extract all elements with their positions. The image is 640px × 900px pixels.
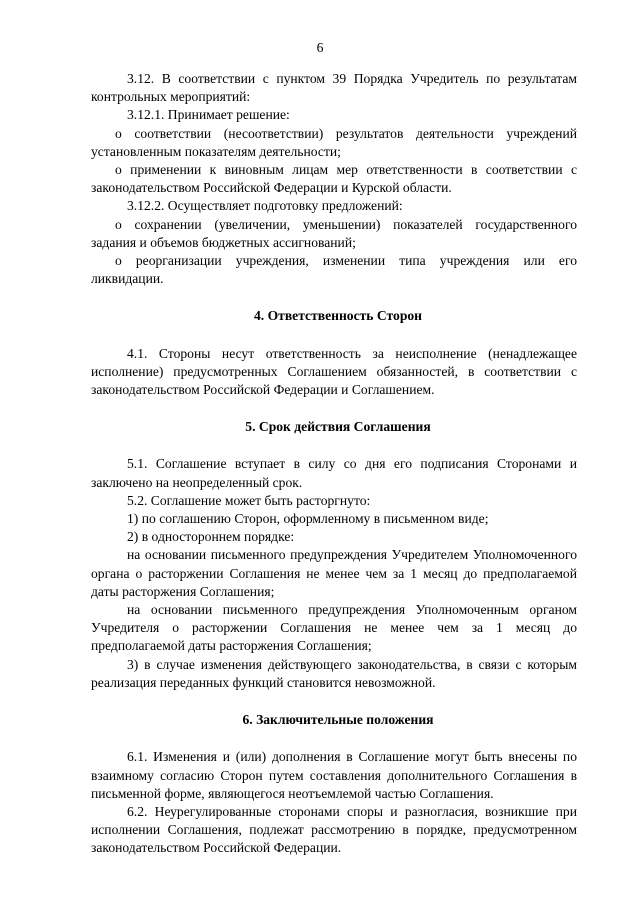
- paragraph-5-2-2-a: на основании письменного предупреждения Учредителем Уполномоченного органа о расторжении Соглашения не менее чем за 1 месяц до предполагаемой даты расторжения Соглашения;: [91, 547, 577, 599]
- paragraph-3-12-2: 3.12.2. Осуществляет подготовку предложений:: [127, 198, 403, 214]
- paragraph-5-2-1: 1) по соглашению Сторон, оформленному в письменном виде;: [127, 511, 489, 527]
- section-6-heading: 6. Заключительные положения: [242, 712, 434, 728]
- page-number: 6: [316, 40, 324, 55]
- paragraph-4-1: 4.1. Стороны несут ответственность за неисполнение (ненадлежащее исполнение) предусмотренных Соглашением обязанностей, в соответствии с законодательством Российской Федерации и Соглашением.: [91, 345, 577, 398]
- paragraph-3-12-1-b: о применении к виновным лицам мер ответственности в соответствии с законодательством Российской Федерации и Курской области.: [91, 162, 577, 196]
- paragraph-5-2-2-b: на основании письменного предупреждения Уполномоченным органом Учредителя о расторжении Соглашения не менее чем за 1 месяц до предполагаемой даты расторжения Соглашения;: [91, 602, 577, 654]
- paragraph-3-12-1: 3.12.1. Принимает решение:: [127, 107, 290, 123]
- paragraph-5-2: 5.2. Соглашение может быть расторгнуто:: [127, 492, 371, 508]
- paragraph-3-12-2-b: о реорганизации учреждения, изменении типа учреждения или его ликвидации.: [91, 253, 577, 287]
- paragraph-3-12: 3.12. В соответствии с пунктом 39 Порядка Учредитель по результатам контрольных мероприятий:: [91, 71, 577, 105]
- section-4-heading: 4. Ответственность Сторон: [253, 308, 423, 324]
- paragraph-5-2-2: 2) в одностороннем порядке:: [127, 529, 295, 545]
- paragraph-3-12-1-a: о соответствии (несоответствии) результатов деятельности учреждений установленным показателям деятельности;: [91, 125, 577, 159]
- paragraph-5-2-3: 3) в случае изменения действующего законодательства, в связи с которым реализация переданных функций становится невозможной.: [91, 656, 577, 690]
- document-body: [91, 70, 577, 858]
- paragraph-5-1: 5.1. Соглашение вступает в силу со дня его подписания Сторонами и заключено на неопределенный срок.: [91, 456, 577, 490]
- paragraph-6-1: 6.1. Изменения и (или) дополнения в Соглашение могут быть внесены по взаимному согласию Сторон путем составления дополнительного Соглашения в письменной форме, являющегося неотъемлемой частью Соглашения.: [91, 749, 577, 801]
- paragraph-3-12-2-a: о сохранении (увеличении, уменьшении) показателей государственного задания и объемов бюджетных ассигнований;: [91, 216, 577, 250]
- paragraph-6-2: 6.2. Неурегулированные сторонами споры и разногласия, возникшие при исполнении Соглашения, подлежат рассмотрению в порядке, предусмотренном законодательством Российской Федерации.: [91, 803, 577, 856]
- section-5-heading: 5. Срок действия Соглашения: [245, 419, 431, 435]
